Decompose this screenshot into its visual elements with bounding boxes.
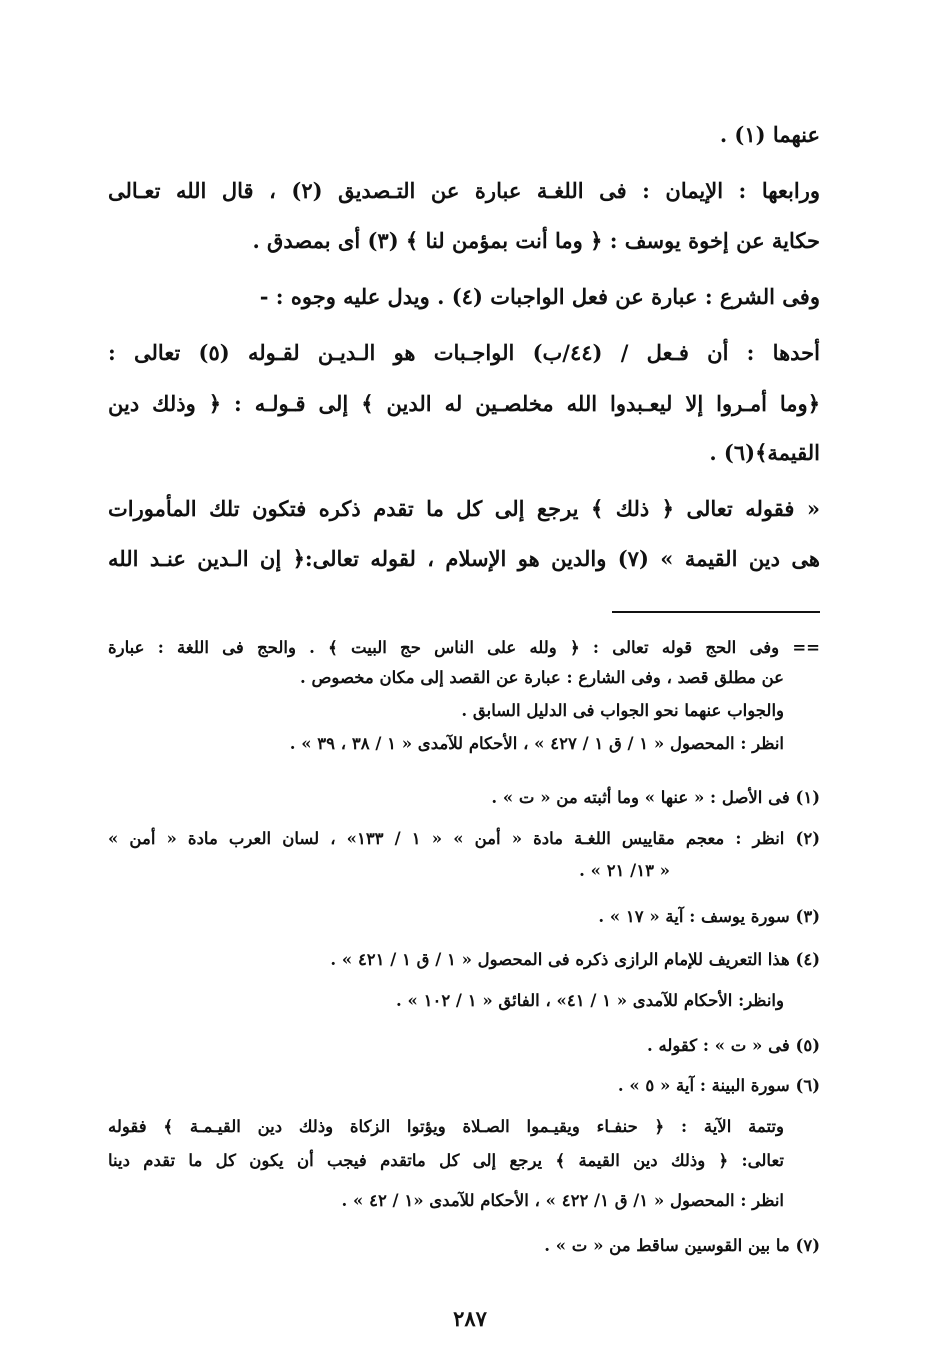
footnote-7: (٧) ما بين القوسين ساقط من « ت » . bbox=[544, 1236, 820, 1255]
footnote-3: (٣) سورة يوسف : آية « ١٧ » . bbox=[598, 907, 820, 926]
footnote-4-cont: وانظر: الأحكام للآمدى « ١ / ٤١» ، الفائق « ١ / ١٠٢ » . bbox=[396, 991, 784, 1010]
footnote-6-cont: وتتمة الآية : ﴿ حنفـاء ويقيـموا الصـلاة ويؤتوا الزكاة وذلك دين القيـمـة ﴾ فقوله bbox=[108, 1117, 784, 1136]
body-line-3: حكاية عن إخوة يوسف : ﴿ وما أنت بمؤمن لنا ﴾ (٣) أى بمصدق . bbox=[252, 228, 820, 253]
footnote-line: والجواب عنهما نحو الجواب فى الدليل السابق . bbox=[461, 701, 784, 720]
footnote-1: (١) فى الأصل : « عنها » وما أثبته من « ت » . bbox=[491, 788, 820, 807]
body-line-1: عنهما (١) . bbox=[719, 122, 820, 147]
footnote-5: (٥) فى « ت » : كقوله . bbox=[647, 1036, 820, 1055]
body-line-6: ﴿وما أمـروا إلا ليعـبدوا الله مخلصـين له الدين ﴾ إلى قـولـه : ﴿ وذلك دين bbox=[108, 391, 820, 416]
footnote-line: == وفى الحج قوله تعالى : ﴿ ولله على الناس حج البيت ﴾ . والحج فى اللغة : عبارة bbox=[108, 638, 820, 657]
body-line-9: هى دين القيمة » (٧) والدين هو الإسلام ، لقوله تعالى:﴿ إن الـدين عنـد الله bbox=[108, 546, 820, 571]
footnote-6-cont: انظر : المحصول « ١/ ق ١/ ٤٢٢ » ، الأحكام للآمدى «١ / ٤٢ » . bbox=[341, 1191, 784, 1210]
body-line-5: أحدها : أن فـعل / (٤٤/ب) الواجـبات هو الـديـن لقـوله (٥) تعالى : bbox=[108, 340, 820, 365]
footnote-separator bbox=[612, 611, 820, 613]
footnote-6-cont: تعالى: ﴿ وذلك دين القيمة ﴾ يرجع إلى كل ماتقدم فيجب أن يكون كل ما تقدم دينا bbox=[108, 1151, 784, 1170]
footnote-4: (٤) هذا التعريف للإمام الرازى ذكره فى المحصول « ١ / ق ١ / ٤٢١ » . bbox=[330, 950, 820, 969]
footnote-6: (٦) سورة البينة : آية « ٥ » . bbox=[617, 1076, 820, 1095]
footnote-2: (٢) انظر : معجم مقاييس اللغـة مادة « أمن » « ١ / ١٣٣» ، لسان العرب مادة « أمن » bbox=[108, 829, 820, 848]
body-line-4: وفى الشرع : عبارة عن فعل الواجبات (٤) . ويدل عليه وجوه : - bbox=[259, 284, 820, 309]
body-line-2: ورابعها : الإيمان : فى اللغـة عبارة عن التـصديق (٢) ، قال الله تعـالى bbox=[108, 178, 820, 203]
footnote-line: عن مطلق قصد ، وفى الشارع : عبارة عن القصد إلى مكان مخصوص . bbox=[299, 668, 784, 687]
footnote-line: انظر : المحصول « ١ / ق ١ / ٤٢٧ » ، الأحكام للآمدى « ١ / ٣٨ ، ٣٩ » . bbox=[289, 734, 784, 753]
body-line-8: « فقوله تعالى ﴿ ذلك ﴾ يرجع إلى كل ما تقدم ذكره فتكون تلك المأمورات bbox=[108, 496, 820, 521]
page-number: ٢٨٧ bbox=[453, 1306, 487, 1331]
footnote-2-cont: « ١٣/ ٢١ » . bbox=[579, 861, 670, 880]
body-line-7: القيمة﴾(٦) . bbox=[709, 440, 820, 465]
